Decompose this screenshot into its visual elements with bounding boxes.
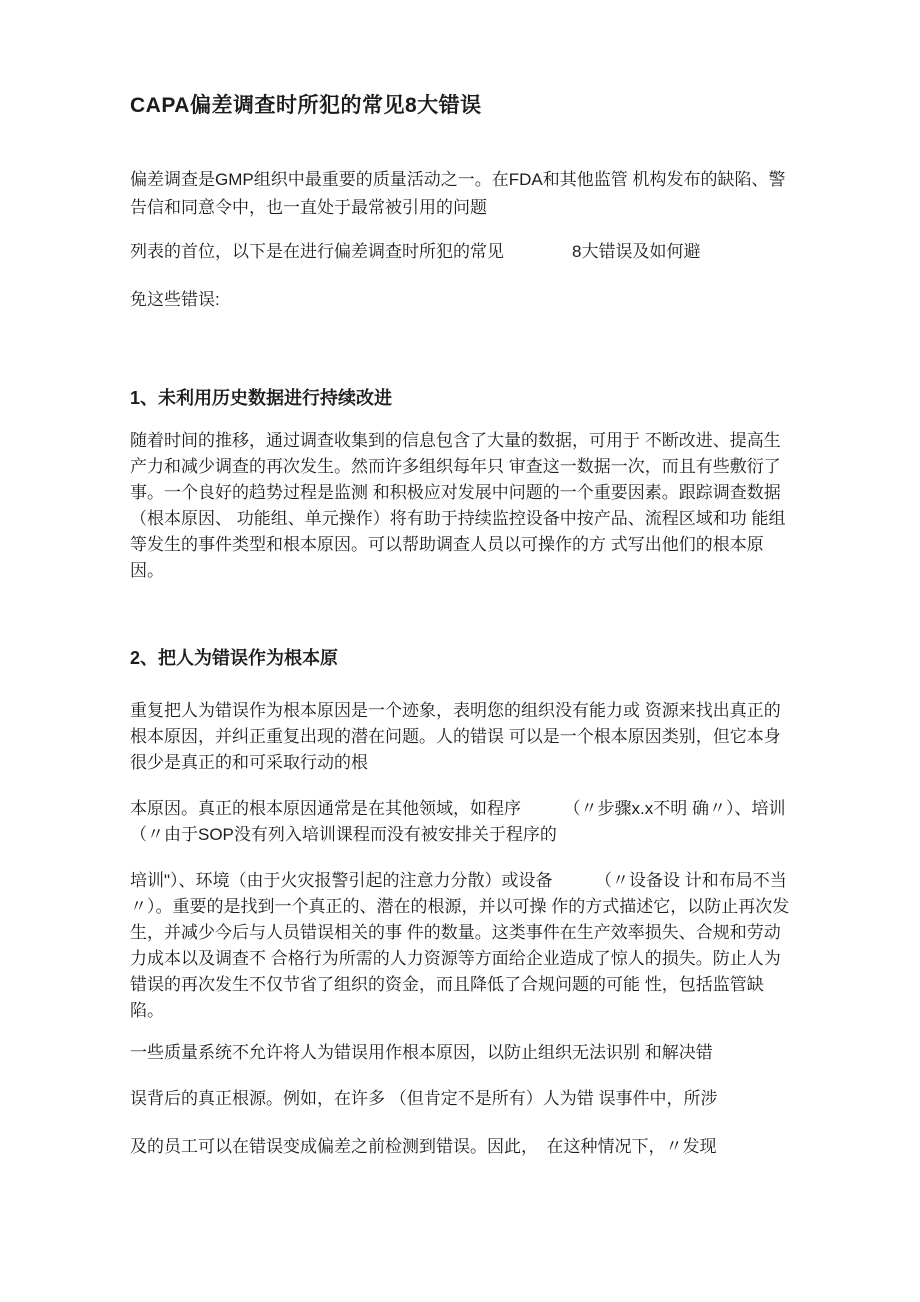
section-2-heading: 2、把人为错误作为根本原 <box>130 648 339 668</box>
section-1-paragraph-1: 随着时间的推移，通过调查收集到的信息包含了大量的数据，可用于 不断改进、提高生产力和减少调查的再次发生。然而许多组织每年只 审查这一数据一次，而且有些敷衍了事。一个良好的趋势过程是监测 和积极应对发展中问题的一个重要因素。跟踪调查数据（根本原因、 功能组、单元操作）将有助于持续监控设备中按产品、流程区域和功 能组等发生的事件类型和根本原因。可以帮助调查人员以可操作的方 式写出他们的根本原因。 <box>130 431 786 580</box>
section-2-paragraph-3: 培训"）、环境（由于火灾报警引起的注意力分散）或设备 （〃设备设 计和布局不当〃）。重要的是找到一个真正的、潜在的根源，并以可操 作的方式描述它，以防止再次发生，并减少今后与人员错误相关的事 件的数量。这类事件在生产效率损失、合规和劳动力成本以及调查不 合格行为所需的人力资源等方面给企业造成了惊人的损失。防止人为 错误的再次发生不仅节省了组织的资金，而且降低了合规问题的可能 性，包括监管缺陷。 <box>130 871 790 1020</box>
section-2-paragraph-1: 重复把人为错误作为根本原因是一个迹象，表明您的组织没有能力或 资源来找出真正的根本原因，并纠正重复出现的潜在问题。人的错误 可以是一个根本原因类别，但它本身很少是真正的和可采取行动的根 <box>130 701 781 772</box>
intro-paragraph-2: 列表的首位，以下是在进行偏差调查时所犯的常见 8大错误及如何避 <box>130 242 701 261</box>
section-2-paragraph-4: 一些质量系统不允许将人为错误用作根本原因，以防止组织无法识别 和解决错 <box>130 1043 713 1062</box>
intro-paragraph-1: 偏差调查是GMP组织中最重要的质量活动之一。在FDA和其他监管 机构发布的缺陷、警告信和同意令中，也一直处于最常被引用的问题 <box>130 170 786 217</box>
section-2-paragraph-6: 及的员工可以在错误变成偏差之前检测到错误。因此， 在这种情况下，〃发现 <box>130 1137 717 1156</box>
intro-paragraph-3: 免这些错误: <box>130 290 220 309</box>
document-title: CAPA偏差调查时所犯的常见8大错误 <box>130 94 482 117</box>
section-2-paragraph-2: 本原因。真正的根本原因通常是在其他领域，如程序 （〃步骤x.x不明 确〃）、培训（〃由于SOP没有列入培训课程而没有被安排关于程序的 <box>130 799 786 844</box>
section-2-paragraph-5: 误背后的真正根源。例如，在许多 （但肯定不是所有）人为错 误事件中，所涉 <box>130 1089 718 1108</box>
section-1-heading: 1、未利用历史数据进行持续改进 <box>130 388 393 408</box>
